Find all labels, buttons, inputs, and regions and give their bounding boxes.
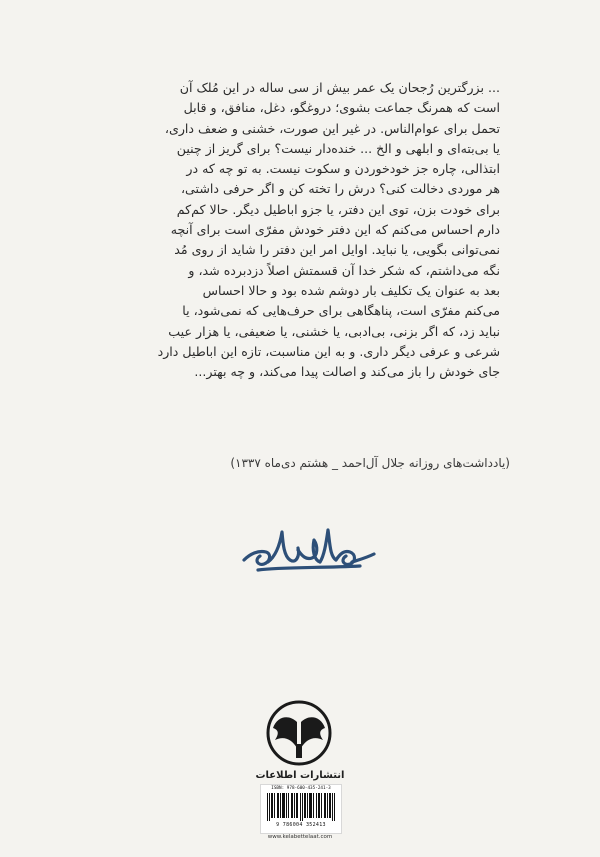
quote-line: ابتذالی، چاره جز خودخوردن و سکوت نیست. به تو چه که در [186, 161, 500, 177]
quote-line: شرعی و عرفی دیگر داری. و به این مناسبت، تازه این اباطیل دارد [157, 343, 500, 359]
barcode-digits: 9 786004 352413 [276, 822, 326, 828]
quote-line: تحمل برای عوام‌الناس. در غیر این صورت، خشنی و ضعف داری، [164, 120, 500, 136]
quote-line: ... بزرگترین رُجحان یک عمر بیش از سی ساله در این مُلک آن [179, 80, 500, 95]
barcode-bars [267, 793, 335, 821]
author-signature [240, 520, 380, 574]
barcode [260, 784, 342, 834]
quote-line: بعد به عنوان یک تکلیف بار دوشم شده بود و حالا احساس [202, 282, 500, 298]
quote-line: نمی‌توانی بگویی، یا نباید. اوایل امر این دفتر را شاید از روی مُد [174, 242, 500, 258]
quote-line: می‌کنم مفرّی است، پناهگاهی برای حرف‌هایی که نمی‌شود، یا [182, 303, 500, 319]
citation: (یادداشت‌های روزانه جلال آل‌احمد _ هشتم دی‌ماه ۱۳۳۷) [230, 456, 510, 470]
publisher-name: انتشارات اطلاعات [255, 770, 345, 781]
quote-line: هر موردی دخالت کنی؟ درش را تخته کن و اگر حرفی داشتی، [180, 181, 500, 197]
quote-line: نباید زد، که اگر بزنی، بی‌ادبی، یا خشنی، یا ضعیفی، یا هزار عیب [168, 323, 500, 339]
quote-line: برای خودت بزن، توی این دفتر، یا جزو اباطیل دیگر. حالا کم‌کم [176, 201, 500, 217]
quote-line: جای خودش را باز می‌کند و اصالت پیدا می‌کند، و چه بهتر... [194, 364, 500, 380]
quote-line: است که همرنگ جماعت بشوی؛ دروغگو، دغل، منافق، و قابل [183, 100, 500, 116]
isbn-text: ISBN: 978-600-435-241-3 [271, 786, 331, 791]
quote-text [100, 78, 500, 382]
quote-line: یا بی‌بته‌ای و ابلهی و الخ ... خنده‌دار نیست؟ برای گریز از چنین [176, 140, 500, 156]
quote-line: دارم احساس می‌کنم که این دفتر خودش مفرّی است برای آنچه [170, 222, 500, 238]
quote-line: نگه می‌داشتم، که شکر خدا آن قسمتش اصلاً دزدبرده شد، و [188, 262, 500, 278]
publisher-website: www.kelabettelaat.com [267, 834, 333, 840]
publisher-logo [261, 700, 337, 768]
